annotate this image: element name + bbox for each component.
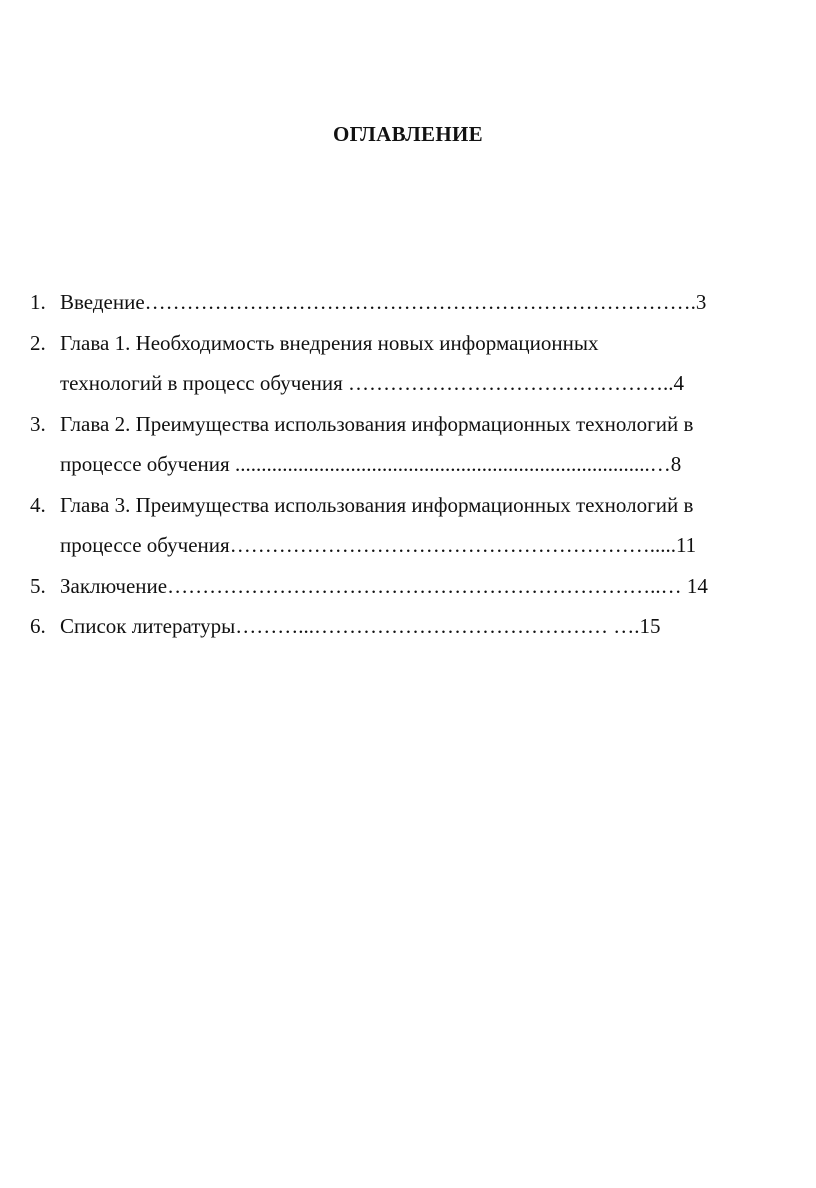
toc-entry-text-continued: технологий в процесс обучения ………………………………………..4 (60, 371, 685, 395)
toc-entry-text: Заключение……………………………………………………………..… 14 (60, 573, 708, 598)
page-title: ОГЛАВЛЕНИЕ (333, 122, 483, 146)
toc-entry-number: 5. (30, 573, 46, 598)
toc-entry-text-continued: процессе обучения…………………………………………………….....11 (60, 533, 697, 557)
toc-entry-text: Глава 3. Преимущества использования информационных технологий в (60, 492, 694, 517)
toc-entry-number: 1. (30, 290, 46, 314)
toc-entry-number: 6. (30, 614, 46, 638)
toc-entry-number: 2. (30, 330, 46, 355)
table-of-contents (30, 282, 786, 647)
toc-entry-text: Глава 1. Необходимость внедрения новых информационных (60, 330, 599, 355)
toc-entry-chapter-3 (30, 485, 786, 566)
toc-entry-number: 4. (30, 492, 46, 517)
toc-entry-chapter-1 (30, 323, 786, 404)
toc-entry-introduction (30, 282, 786, 323)
toc-entry-chapter-2 (30, 404, 786, 485)
toc-entry-references (30, 606, 786, 647)
toc-entry-text: Глава 2. Преимущества использования информационных технологий в (60, 411, 694, 436)
toc-entry-text: Введение…………………………………………………………………….3 (60, 290, 707, 314)
toc-entry-conclusion (30, 566, 786, 607)
toc-entry-text: Список литературы………...…………………………………… ….15 (60, 614, 661, 638)
toc-entry-number: 3. (30, 411, 46, 436)
toc-entry-text-continued: процессе обучения ...............................................................................…8 (60, 452, 682, 476)
